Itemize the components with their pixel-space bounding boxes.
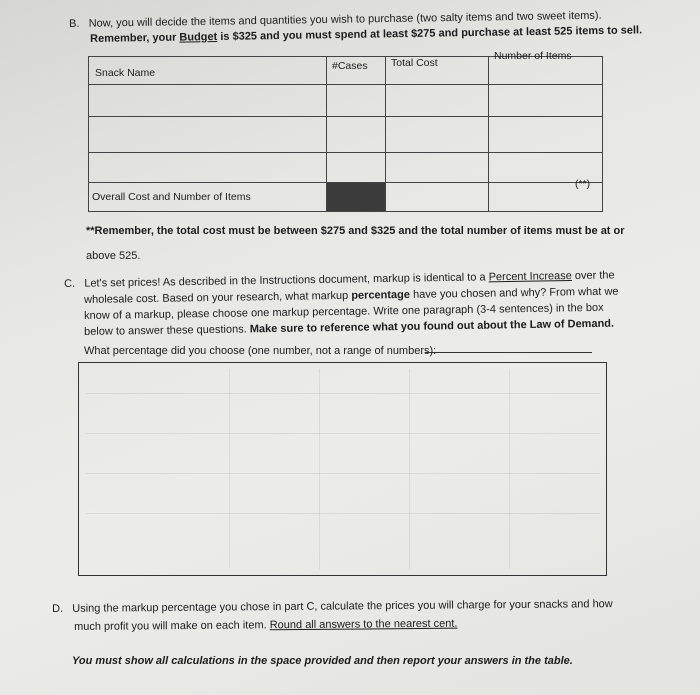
header-snack-name: Snack Name — [95, 67, 156, 79]
header-number-of-items: Number of Items — [494, 50, 572, 62]
section-d-line1: D. Using the markup percentage you chose in part C, calculate the prices you will charge for your snacks and how — [52, 598, 613, 615]
section-b-budget-line: Remember, your Budget is $325 and you must spend at least $275 and purchase at least 525 items to sell. — [90, 24, 643, 45]
budget-link: Budget — [179, 31, 218, 44]
percentage-question: What percentage did you choose (one number, not a range of numbers): — [84, 345, 437, 357]
section-b-line1: Now, you will decide the items and quantities you wish to purchase (two salty items and two sweet items). — [88, 9, 602, 30]
footer-overall-cost-label: Overall Cost and Number of Items — [92, 191, 251, 203]
section-b-label: B. — [69, 17, 80, 30]
section-c-label: C. — [64, 277, 76, 290]
section-c-line3: know of a markup, please choose one markup percentage. Write one paragraph (3-4 sentences) in the box — [84, 301, 604, 322]
header-total-cost: Total Cost — [391, 57, 438, 69]
percentage-answer-line[interactable] — [425, 352, 592, 353]
snack-table — [88, 50, 603, 212]
markup-answer-box[interactable] — [78, 362, 607, 576]
remember-note: **Remember, the total cost must be between $275 and $325 and the total number of items must be at or — [86, 225, 625, 237]
shaded-cell — [327, 183, 385, 211]
section-d-instruction: You must show all calculations in the space provided and then report your answers in the table. — [72, 655, 573, 667]
section-d-label: D. — [52, 602, 64, 615]
remember-note-cont: above 525. — [86, 250, 141, 262]
header-cases: #Cases — [332, 60, 368, 72]
section-c-line2: wholesale cost. Based on your research, what markup percentage have you chosen and why? From what we — [84, 285, 619, 306]
section-c-line4: below to answer these questions. Make sure to reference what you found out about the Law of Demand. — [84, 317, 615, 338]
section-c-line1: C. Let's set prices! As described in the Instructions document, markup is identical to a Percent Increase over the — [64, 269, 615, 290]
section-d-line2: much profit you will make on each item. Round all answers to the nearest cent. — [74, 617, 458, 633]
footer-mark: (**) — [575, 178, 591, 190]
percent-increase-link: Percent Increase — [488, 270, 572, 284]
